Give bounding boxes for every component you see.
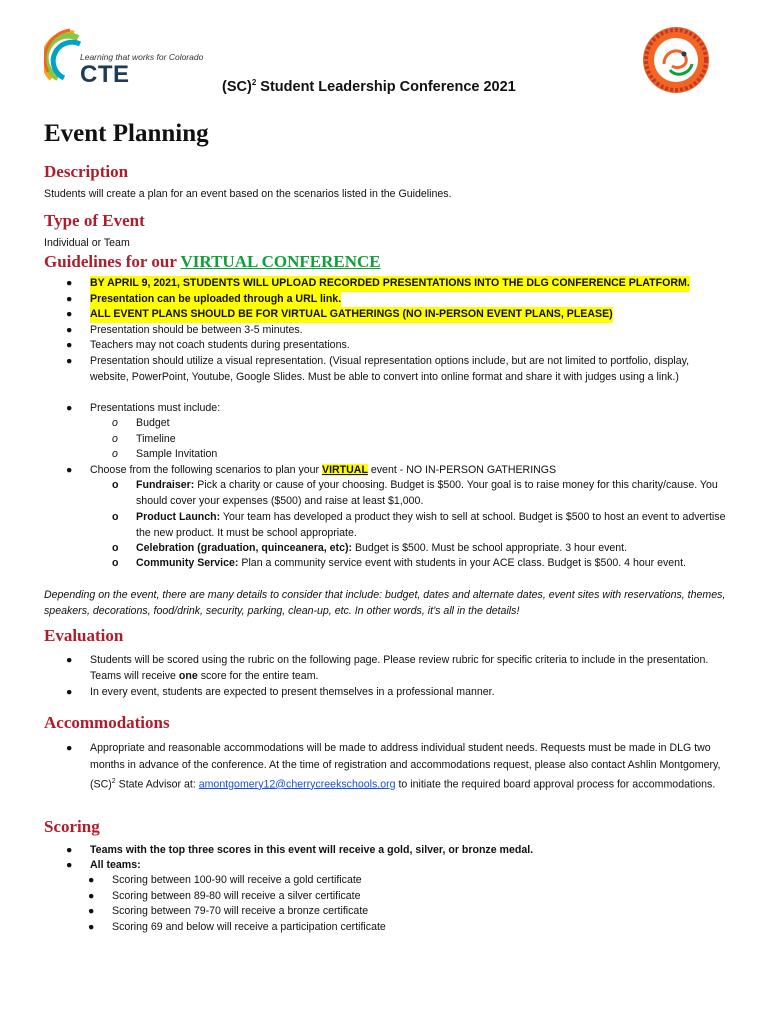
conference-title: (SC)$^2$ Student Leadership Conference 2021 [222, 78, 516, 95]
type-of-event-text: Individual or Team [44, 237, 130, 249]
cte-tagline: Learning that works for Colorado [80, 52, 204, 62]
page-title: Event Planning [44, 120, 209, 147]
cte-swoosh-icon [44, 28, 84, 88]
scoring-heading: Scoring [44, 817, 100, 836]
guidelines-heading: Guidelines for our VIRTUAL CONFERENCE [44, 252, 381, 271]
cte-logo [44, 28, 224, 98]
document-page: Learning that works for Colorado CTE (SC)$^2$ Student Leadership Conference 2021 Event Planning Description Students will create a plan for an event based on the scenarios listed in the Guidelines. Type of Event Individual or Team Guidelines for our VIRTUAL CONFERENCE ● BY APRIL 9, 2021, STUDENTS WILL UPLOAD RECORDED PRESENTATIONS INTO THE DLG CONFERENCE PLATFORM. ● Presentation can be uploaded through a URL link. ● ALL EVENT PLANS SHOULD BE FOR VIRTUAL GATHERINGS (NO IN-PERSON EVENT PLANS, PLEASE) ● Presentation should be between 3-5 minutes. ● Teachers may not coach students during presentations. ● Presentation should utilize a visual representation. (Visual representation options include, but are not limited to portfolio, display, website, PowerPoint, Youtube, Google Slides. Must be able to convert into online format and share it with judges using a link.) ● Presentations must include: o Budget o Timeline o Sample Invitation ● Choose from the following scenarios to plan your VIRTUAL event - NO IN-PERSON GATHERINGS o Fundraiser: Pick a charity or cause of your choosing. Budget is $500. Your goal is to raise money for this charity/cause. You should cover your expenses ($500) and raise at least $1,000. o Product Launch: Your team has developed a product they wish to sell at school. Budget is $500 to host an event to advertise the new product. It must be school appropriate. o Celebration (graduation, quinceanera, etc): Budget is $500. Must be school appropriate. 3 hour event. o Community Service: Plan a community service event with students in your ACE class. Budget is $500. 4 hour event. Depending on the event, there are many details to consider that include: budget, dates and alternate dates, event sites with reservations, themes, speakers, decorations, food/drink, security, parking, clean-up, etc. In other words, it’s all in the details! Evaluation ● Students will be scored using the rubric on the following page. Please review rubric for specific criteria to include in the presentation. Teams will receive one score for the entire team. ● In every event, students are expected to present themselves in a professional manner. Accommodations ● Appropriate and reasonable accommodations will be made to address individual student needs. Requests must be made in DLG two months in advance of the conference. At the time of registration and accommodations request, please also contact Ashlin Montgomery, (SC)$^2$ State Advisor at: amontgomery12@cherrycreekschools.org to initiate the required board approval process for accommodations. Scoring ● Teams with the top three scores in this event will receive a gold, silver, or bronze medal. ● All teams: ● Scoring between 100-90 will receive a gold certificate ● Scoring between 89-80 will receive a silver certificate ● Scoring between 79-70 will receive a bronze certificate ● Scoring 69 and below will receive a participation certificate [0, 0, 768, 1024]
details-note: Depending on the event, there are many details to consider that include: budget, dates and alternate dates, event sites with reservations, themes, speakers, decorations, food/drink, security, parking, clean-up, etc. In other words, it’s all in the details! [44, 589, 726, 617]
accommodations-heading: Accommodations [44, 713, 170, 732]
evaluation-heading: Evaluation [44, 626, 124, 645]
sc2-seal-icon [640, 24, 712, 96]
type-of-event-heading: Type of Event [44, 211, 145, 230]
advisor-email-link[interactable]: amontgomery12@cherrycreekschools.org [198, 778, 396, 791]
description-text: Students will create a plan for an event based on the scenarios listed in the Guidelines. [44, 188, 452, 200]
cte-wordmark: CTE [80, 61, 130, 88]
description-heading: Description [44, 162, 129, 181]
